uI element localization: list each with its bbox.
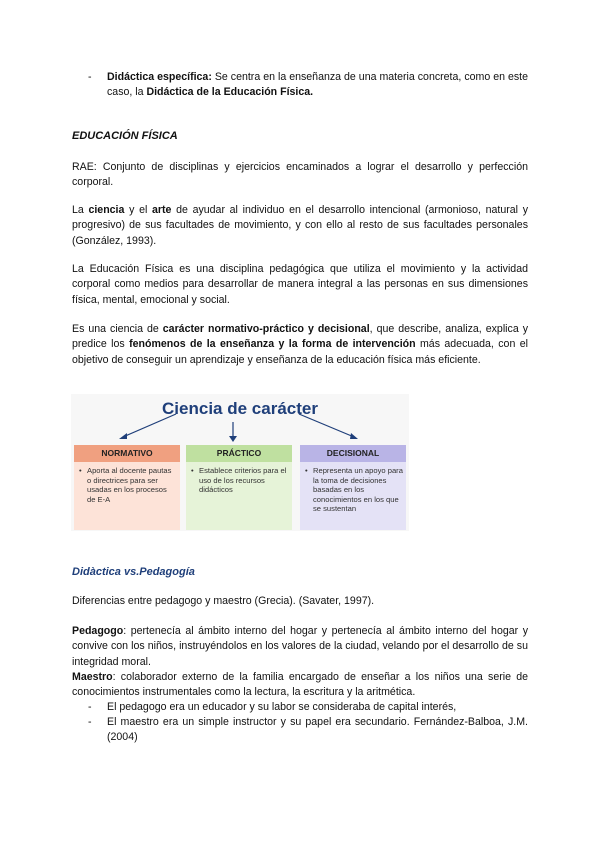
term-fenomenos: fenómenos de la enseñanza y la forma de intervención <box>129 338 416 351</box>
arrowhead-left <box>119 433 127 439</box>
column-bullet: • <box>305 466 308 475</box>
text-segment: Es una ciencia de <box>72 323 163 335</box>
term-pedagogo: Pedagogo <box>72 625 124 637</box>
section-heading-didactica-pedagogia: Didàctica vs.Pedagogía <box>72 566 195 578</box>
paragraph-ciencia-caracter <box>72 322 528 368</box>
term-arte: arte <box>152 204 172 216</box>
term-maestro: Maestro <box>72 671 113 683</box>
section-heading-educacion-fisica: EDUCACIÓN FÍSICA <box>72 130 178 142</box>
column-text-normativo: Aporta al docente pautas o directrices para ser usadas en los procesos de E-A <box>87 466 172 504</box>
bullet-text <box>107 70 528 101</box>
column-bullet: • <box>79 466 82 475</box>
paragraph-maestro <box>72 670 528 701</box>
paragraph-pedagogo <box>72 624 528 670</box>
bullet-dash: - <box>88 71 92 83</box>
paragraph-disciplina: La Educación Física es una disciplina pedagógica que utiliza el movimiento y la actividad corporal como medios para desarrollar de manera integral a las personas en sus dimensiones física, mental, emocional y social. <box>72 263 528 306</box>
column-decisional <box>300 445 406 530</box>
column-text-practico: Establece criterios para el uso de los recursos didácticos <box>199 466 287 494</box>
bullet-text: El maestro era un simple instructor y su papel era secundario. Fernández-Balboa, J.M. (2004) <box>107 716 528 744</box>
arrowhead-right <box>350 433 358 439</box>
text-segment: : pertenecía al ámbito interno del hogar y pertenecía al ámbito interno del hogar y convive con los niños, instruyéndolos en los valores de la ciudad, velando por el desarrollo de su integridad moral. <box>72 625 528 668</box>
text-segment: , que describe, analiza, explica y predice los <box>72 323 529 351</box>
column-normativo <box>74 445 180 530</box>
column-head-practico: PRÁCTICO <box>186 445 292 462</box>
bullet-body: Se centra en la enseñanza de una materia concreta, como en este caso, la <box>107 71 529 99</box>
paragraph-diferencias: Diferencias entre pedagogo y maestro (Grecia). (Savater, 1997). <box>72 595 375 607</box>
column-head-decisional: DECISIONAL <box>300 445 406 462</box>
arrow-left <box>123 414 176 437</box>
term-caracter: carácter normativo-práctico y decisional <box>162 323 370 335</box>
column-bullet: • <box>191 466 194 475</box>
term-ciencia: ciencia <box>88 204 125 216</box>
column-text-decisional: Representa un apoyo para la toma de decisiones basadas en los conocimientos en los que se sustentan <box>313 466 403 513</box>
arrow-right <box>299 414 354 437</box>
column-head-normativo: NORMATIVO <box>74 445 180 462</box>
text-segment: La <box>72 204 89 216</box>
term-didactica-especifica: Didáctica específica: <box>107 71 212 83</box>
column-practico <box>186 445 292 530</box>
text-segment: de ayudar al individuo en el desarrollo intencional (armonioso, natural y progresivo) de sus facultades de movimiento, y con ello al resto de sus facultades personales (González, 1993). <box>72 204 528 247</box>
column-body-normativo <box>74 462 180 530</box>
bullet-dash: - <box>88 701 92 713</box>
text-segment: y el <box>124 204 152 216</box>
column-body-decisional <box>300 462 406 530</box>
paragraph-ciencia-arte <box>72 203 528 249</box>
term-didactica-ef: Didáctica de la Educación Física. <box>146 86 314 99</box>
paragraph-rae: RAE: Conjunto de disciplinas y ejercicios encaminados a lograr el desarrollo y perfección corporal. <box>72 161 528 189</box>
diagram-ciencia-caracter <box>71 394 409 531</box>
arrowhead-center <box>229 436 237 442</box>
text-segment: : colaborador externo de la familia encargado de enseñar a los niños una serie de conocimientos instrumentales como la lectura, la escritura y la aritmética. <box>72 671 528 699</box>
text-segment: más adecuada, con el objetivo de conseguir un aprendizaje y enseñanza de la educación física más eficiente. <box>72 338 528 366</box>
bullet-text: El pedagogo era un educador y su labor se consideraba de capital interés, <box>107 701 457 713</box>
bullet-dash: - <box>88 716 92 728</box>
column-body-practico <box>186 462 292 530</box>
diagram-title: Ciencia de carácter <box>162 399 318 418</box>
